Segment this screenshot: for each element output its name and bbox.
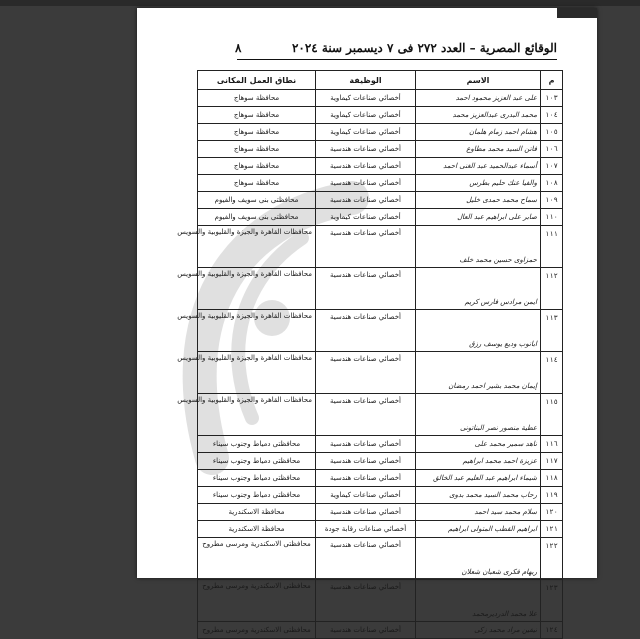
work-area: محافظتى دمياط وجنوب سيناء — [198, 470, 316, 487]
column-header-area: نطاق العمل المكانى — [198, 71, 316, 90]
work-area: محافظتى دمياط وجنوب سيناء — [198, 487, 316, 504]
column-header-number: م — [541, 71, 563, 90]
row-number: ١١٨ — [541, 470, 563, 487]
job-title: أخصائي صناعات هندسية — [316, 538, 416, 580]
row-number: ١٢٤ — [541, 622, 563, 639]
gazette-title: الوقائع المصرية – العدد ٢٧٢ فى ٧ ديسمبر سنة ٢٠٢٤ — [291, 41, 557, 55]
employee-name: ابراهيم القطب المتولى ابراهيم — [416, 521, 541, 538]
job-title: أخصائي صناعات هندسية — [316, 226, 416, 268]
job-title: أخصائي صناعات هندسية — [316, 580, 416, 622]
table-header-row — [198, 71, 563, 90]
job-title: أخصائي صناعات هندسية — [316, 436, 416, 453]
table-row — [198, 268, 563, 310]
work-area: محافظة سوهاج — [198, 175, 316, 192]
viewer-top-bar — [0, 0, 640, 6]
work-area: محافظات القاهرة والجيزة والقليوبية والسويس — [198, 268, 316, 310]
job-title: أخصائي صناعات كيماوية — [316, 124, 416, 141]
table-row — [198, 226, 563, 268]
table-row — [198, 175, 563, 192]
employees-table — [177, 70, 563, 639]
row-number: ١١٥ — [541, 394, 563, 436]
work-area: محافظتى الاسكندرية ومرسى مطروح — [198, 580, 316, 622]
employee-name: ناهد سمير محمد على — [416, 436, 541, 453]
work-area: محافظات القاهرة والجيزة والقليوبية والسويس — [198, 226, 316, 268]
table-row — [198, 209, 563, 226]
table-row — [198, 521, 563, 538]
employee-name: أسماء عبدالحميد عبد الغنى احمد — [416, 158, 541, 175]
table-row — [198, 470, 563, 487]
job-title: أخصائي صناعات هندسية — [316, 504, 416, 521]
work-area: محافظتى الاسكندرية ومرسى مطروح — [198, 538, 316, 580]
page-corner-shadow — [557, 8, 597, 18]
employee-name: عزيزة احمد محمد ابراهيم — [416, 453, 541, 470]
work-area: محافظة الاسكندرية — [198, 504, 316, 521]
employee-name: محمد البدرى عبدالعزيز محمد — [416, 107, 541, 124]
employee-name: ريهام فكرى شعبان شعلان — [416, 538, 541, 580]
employee-name: عطية منصور نصر البناتونى — [416, 394, 541, 436]
row-number: ١٢٠ — [541, 504, 563, 521]
job-title: أخصائي صناعات هندسية — [316, 192, 416, 209]
job-title: أخصائي صناعات رقابة جودة — [316, 521, 416, 538]
work-area: محافظات القاهرة والجيزة والقليوبية والسويس — [198, 394, 316, 436]
employee-name: هشام احمد زمام هلمان — [416, 124, 541, 141]
job-title: أخصائي صناعات هندسية — [316, 310, 416, 352]
job-title: أخصائي صناعات كيماوية — [316, 107, 416, 124]
employee-name: ابانوب وديع يوسف رزق — [416, 310, 541, 352]
row-number: ١١٣ — [541, 310, 563, 352]
table-row — [198, 107, 563, 124]
row-number: ١٠٩ — [541, 192, 563, 209]
work-area: محافظة سوهاج — [198, 158, 316, 175]
table-row — [198, 310, 563, 352]
row-number: ١١٤ — [541, 352, 563, 394]
row-number: ١٠٧ — [541, 158, 563, 175]
table-row — [198, 192, 563, 209]
column-header-job: الوظيفة — [316, 71, 416, 90]
employee-name: حمزاوى حسين محمد خلف — [416, 226, 541, 268]
work-area: محافظة سوهاج — [198, 124, 316, 141]
row-number: ١٠٤ — [541, 107, 563, 124]
table-row — [198, 622, 563, 639]
employee-name: علا محمد الدرديرمحمد — [416, 580, 541, 622]
row-number: ١٢٢ — [541, 538, 563, 580]
employee-name: نيفين مراد محمد زكى — [416, 622, 541, 639]
table-body — [177, 90, 563, 639]
header-rule — [237, 59, 557, 60]
row-number: ١١٢ — [541, 268, 563, 310]
work-area: محافظتى دمياط وجنوب سيناء — [198, 436, 316, 453]
job-title: أخصائي صناعات هندسية — [316, 158, 416, 175]
table-row — [198, 504, 563, 521]
employee-name: فاتن السيد محمد مطاوع — [416, 141, 541, 158]
job-title: أخصائي صناعات هندسية — [316, 622, 416, 639]
table-row — [198, 580, 563, 622]
document-page — [137, 8, 597, 634]
job-title: أخصائي صناعات هندسية — [316, 175, 416, 192]
work-area: محافظات القاهرة والجيزة والقليوبية والسويس — [198, 310, 316, 352]
job-title: أخصائي صناعات هندسية — [316, 352, 416, 394]
table-row — [198, 487, 563, 504]
work-area: محافظتى دمياط وجنوب سيناء — [198, 453, 316, 470]
row-number: ١٢٣ — [541, 580, 563, 622]
row-number: ١١٧ — [541, 453, 563, 470]
row-number: ١٠٨ — [541, 175, 563, 192]
row-number: ١٠٥ — [541, 124, 563, 141]
work-area: محافظة سوهاج — [198, 141, 316, 158]
employee-name: إيمان محمد بشير احمد رمضان — [416, 352, 541, 394]
table-row — [198, 158, 563, 175]
job-title: أخصائي صناعات هندسية — [316, 268, 416, 310]
row-number: ١١١ — [541, 226, 563, 268]
employee-name: والفيا عنك حليم بطرس — [416, 175, 541, 192]
table-row — [198, 90, 563, 107]
page-header — [237, 41, 557, 59]
job-title: أخصائي صناعات هندسية — [316, 453, 416, 470]
job-title: أخصائي صناعات هندسية — [316, 470, 416, 487]
row-number: ١٠٦ — [541, 141, 563, 158]
job-title: أخصائي صناعات كيماوية — [316, 90, 416, 107]
work-area: محافظتى بنى سويف والفيوم — [198, 192, 316, 209]
row-number: ١١٩ — [541, 487, 563, 504]
job-title: أخصائي صناعات هندسية — [316, 141, 416, 158]
table-row — [198, 453, 563, 470]
job-title: أخصائي صناعات كيماوية — [316, 209, 416, 226]
table-row — [198, 538, 563, 580]
page-number: ٨ — [235, 41, 242, 55]
job-title: أخصائي صناعات كيماوية — [316, 487, 416, 504]
work-area: محافظات القاهرة والجيزة والقليوبية والسويس — [198, 352, 316, 394]
row-number: ١١٦ — [541, 436, 563, 453]
employee-name: صابر على ابراهيم عبد العال — [416, 209, 541, 226]
job-title: أخصائي صناعات هندسية — [316, 394, 416, 436]
employee-name: سلام محمد سيد احمد — [416, 504, 541, 521]
employee-name: رحاب محمد السيد محمد بدوى — [416, 487, 541, 504]
row-number: ١١٠ — [541, 209, 563, 226]
row-number: ١٢١ — [541, 521, 563, 538]
table-row — [198, 352, 563, 394]
work-area: محافظة الاسكندرية — [198, 521, 316, 538]
work-area: محافظتى بنى سويف والفيوم — [198, 209, 316, 226]
column-header-name: الاسم — [416, 71, 541, 90]
employee-name: شيماء ابراهيم عبد العليم عبد الخالق — [416, 470, 541, 487]
table-row — [198, 141, 563, 158]
employee-name: سماح محمد حمدى خليل — [416, 192, 541, 209]
table-row — [198, 436, 563, 453]
employee-name: على عبد العزيز محمود احمد — [416, 90, 541, 107]
employee-name: ايمن مرادس فارس كريم — [416, 268, 541, 310]
row-number: ١٠٣ — [541, 90, 563, 107]
table-row — [198, 124, 563, 141]
work-area: محافظة سوهاج — [198, 107, 316, 124]
table-row — [198, 394, 563, 436]
work-area: محافظة سوهاج — [198, 90, 316, 107]
work-area: محافظتى الاسكندرية ومرسى مطروح — [198, 622, 316, 639]
